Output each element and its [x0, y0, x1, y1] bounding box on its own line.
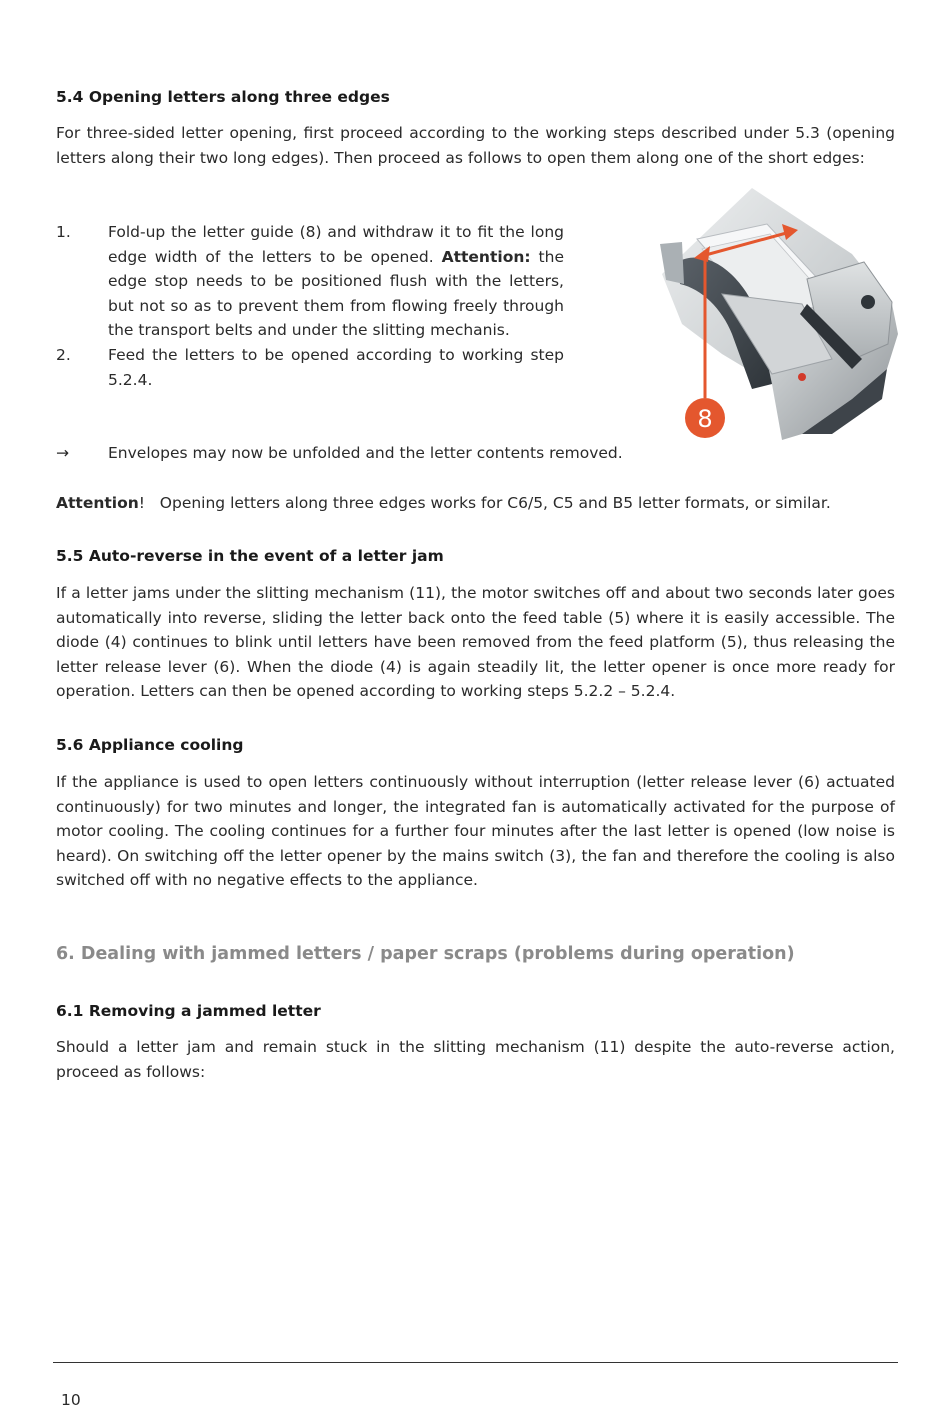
section-5-4-heading: 5.4 Opening letters along three edges	[56, 88, 390, 106]
result-text: Envelopes may now be unfolded and the letter contents removed.	[108, 444, 623, 462]
attention-label: Attention	[56, 494, 139, 512]
section-6-heading: 6. Dealing with jammed letters / paper scraps (problems during operation)	[56, 944, 795, 964]
letter-opener-drawing	[602, 184, 898, 440]
letter-opener-illustration	[602, 184, 898, 440]
step-number: 1.	[56, 223, 71, 241]
list-item	[56, 343, 564, 392]
list-item	[56, 220, 564, 343]
step-number: 2.	[56, 345, 71, 364]
section-6-1-heading: 6.1 Removing a jammed letter	[56, 1002, 321, 1020]
steps-list	[56, 220, 564, 392]
attention-text: ! Opening letters along three edges works for C6/5, C5 and B5 letter formats, or similar.	[138, 494, 831, 512]
result-line	[56, 441, 895, 466]
arrow-icon: →	[56, 444, 69, 462]
section-5-6-heading: 5.6 Appliance cooling	[56, 736, 244, 754]
step-text: Feed the letters to be opened according to working step 5.2.4.	[108, 345, 564, 389]
callout-label: 8	[697, 405, 713, 433]
footer-divider	[53, 1362, 898, 1363]
section-5-5-heading: 5.5 Auto-reverse in the event of a letter jam	[56, 547, 444, 565]
section-5-6-text: If the appliance is used to open letters continuously without interruption (letter release lever (6) actuated continuously) for two minutes and longer, the integrated fan is automatically activated for the purpose of motor cooling. The cooling continues for a further four minutes after the last letter is opened (low noise is heard). On switching off the letter opener by the mains switch (3), the fan and therefore the cooling is also switched off with no negative effects to the appliance.	[56, 773, 895, 890]
section-5-4-intro: For three-sided letter opening, first proceed according to the working steps described under 5.3 (opening letters along their two long edges). Then proceed as follows to open them along one of the short edges:	[56, 124, 895, 167]
page-number: 10	[61, 1391, 81, 1409]
section-6-1-text: Should a letter jam and remain stuck in the slitting mechanism (11) despite the auto-reverse action, proceed as follows:	[56, 1038, 895, 1081]
attention-note	[56, 491, 831, 516]
section-5-5-text: If a letter jams under the slitting mechanism (11), the motor switches off and about two seconds later goes automatically into reverse, sliding the letter back onto the feed table (5) where it is easily accessible. The diode (4) continues to blink until letters have been removed from the feed platform (5), thus releasing the letter release lever (6). When the diode (4) is again steadily lit, the letter opener is once more ready for operation. Letters can then be opened according to working steps 5.2.2 – 5.2.4.	[56, 584, 895, 701]
step-text: Fold-up the letter guide (8) and withdraw it to fit the long edge width of the letters to be opened. Attention: the edge stop needs to be positioned flush with the letters, but not so as to prevent them from flowing freely through the transport belts and under the slitting mechanis.	[108, 223, 564, 340]
